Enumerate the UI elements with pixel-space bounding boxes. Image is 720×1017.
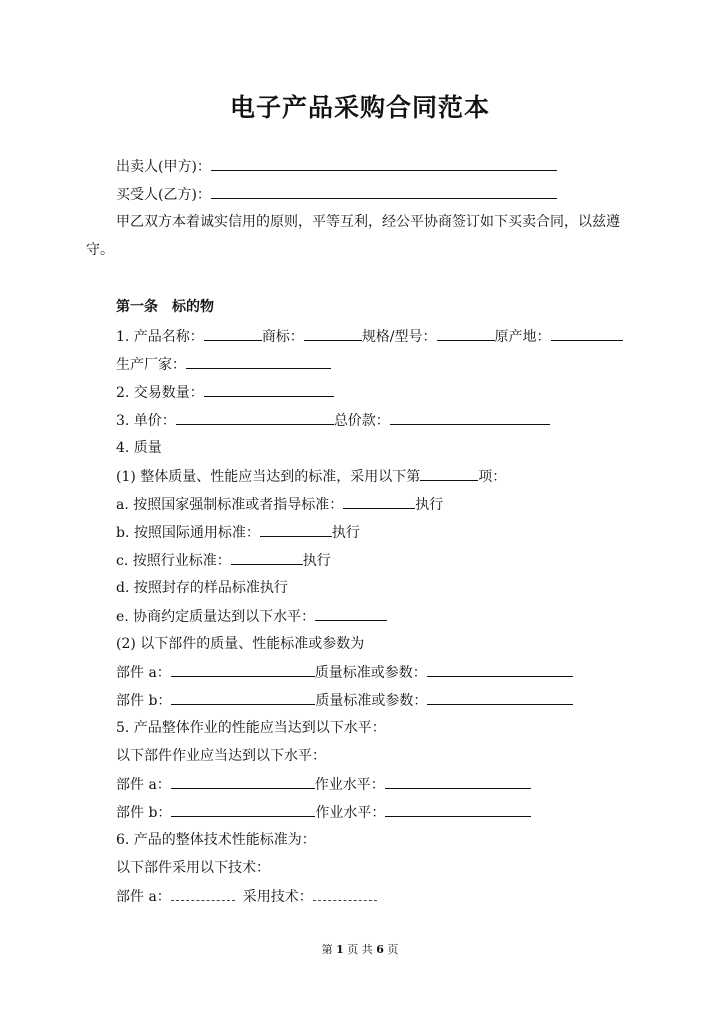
qc-blank[interactable] xyxy=(231,550,303,565)
qe-blank[interactable] xyxy=(315,606,387,621)
document-title: 电子产品采购合同范本 xyxy=(229,93,490,122)
section-heading: 第一条 标的物 xyxy=(116,299,214,315)
item2-line xyxy=(116,382,334,403)
item4-line: 4. 质量 xyxy=(116,440,162,456)
brand-label: 商标： xyxy=(261,329,304,345)
current-page: 1 xyxy=(336,943,344,956)
part-a-blank[interactable] xyxy=(171,886,235,901)
part-b-quality-blank[interactable] xyxy=(427,690,573,705)
q1-blank[interactable] xyxy=(420,466,478,481)
part-a-label: 部件 a： xyxy=(116,777,171,793)
buyer-line xyxy=(116,184,557,205)
item3-line xyxy=(116,410,550,431)
buyer-blank[interactable] xyxy=(211,184,557,199)
q1-suffix: 项： xyxy=(478,469,507,485)
qc-suffix: 执行 xyxy=(302,553,331,569)
part-a-quality-label: 质量标准或参数： xyxy=(314,665,427,681)
qb-suffix: 执行 xyxy=(331,525,360,541)
brand-blank[interactable] xyxy=(304,326,362,341)
part-b-level-line xyxy=(116,802,531,823)
item6-sub-line: 以下部件采用以下技术： xyxy=(116,860,270,876)
part-a-blank[interactable] xyxy=(171,774,315,789)
qb-line xyxy=(116,522,360,543)
part-a-level-blank[interactable] xyxy=(385,774,531,789)
buyer-label: 买受人(乙方)： xyxy=(116,187,211,203)
footer-text: 页 xyxy=(387,943,399,956)
part-b-quality-line xyxy=(116,690,573,711)
part-a-level-line xyxy=(116,774,531,795)
seller-line xyxy=(116,156,557,177)
qb-label: b. 按照国际通用标准： xyxy=(116,525,260,541)
qa-line xyxy=(116,494,443,515)
qc-label: c. 按照行业标准： xyxy=(116,553,231,569)
q1-label: (1) 整体质量、性能应当达到的标准，采用以下第 xyxy=(116,469,421,485)
item6-line: 6. 产品的整体技术性能标准为： xyxy=(116,832,316,848)
part-b-blank[interactable] xyxy=(171,802,315,817)
q2-line: (2) 以下部件的质量、性能标准或参数为 xyxy=(116,636,365,652)
manufacturer-blank[interactable] xyxy=(186,354,331,369)
product-name-label: 1. 产品名称： xyxy=(116,329,204,345)
qa-suffix: 执行 xyxy=(415,497,444,513)
manufacturer-label: 生产厂家： xyxy=(116,357,186,373)
qd-line: d. 按照封存的样品标准执行 xyxy=(116,580,288,596)
part-a-tech-label: 采用技术： xyxy=(242,889,313,905)
part-b-blank[interactable] xyxy=(171,690,315,705)
seller-blank[interactable] xyxy=(211,156,557,171)
q1-line xyxy=(116,466,506,487)
page-footer xyxy=(0,941,720,957)
part-a-quality-blank[interactable] xyxy=(427,662,573,677)
item1-line xyxy=(116,326,623,347)
part-b-label: 部件 b： xyxy=(116,805,172,821)
model-label: 规格/型号： xyxy=(361,329,437,345)
intro-paragraph: 甲乙双方本着诚实信用的原则，平等互利，经公平协商签订如下买卖合同，以兹遵守。 xyxy=(86,214,620,258)
quantity-label: 2. 交易数量： xyxy=(116,385,204,401)
part-b-label: 部件 b： xyxy=(116,693,172,709)
part-b-level-label: 作业水平： xyxy=(315,805,386,821)
part-a-tech-blank[interactable] xyxy=(313,886,377,901)
manufacturer-line xyxy=(116,354,331,375)
footer-text: 页 共 xyxy=(347,943,373,956)
part-a-label: 部件 a： xyxy=(116,665,171,681)
total-pages: 6 xyxy=(376,943,384,956)
origin-blank[interactable] xyxy=(551,326,623,341)
qb-blank[interactable] xyxy=(260,522,332,537)
part-a-label: 部件 a： xyxy=(116,889,171,905)
qa-label: a. 按照国家强制标准或者指导标准： xyxy=(116,497,344,513)
part-a-blank[interactable] xyxy=(171,662,315,677)
unit-price-blank[interactable] xyxy=(176,410,334,425)
qe-line xyxy=(116,606,387,627)
model-blank[interactable] xyxy=(437,326,495,341)
part-b-quality-label: 质量标准或参数： xyxy=(315,693,428,709)
qe-label: e. 协商约定质量达到以下水平： xyxy=(116,609,316,625)
unit-price-label: 3. 单价： xyxy=(116,413,176,429)
quantity-blank[interactable] xyxy=(204,382,334,397)
qc-line xyxy=(116,550,331,571)
seller-label: 出卖人(甲方)： xyxy=(116,159,211,175)
item5-sub-line: 以下部件作业应当达到以下水平： xyxy=(116,748,326,764)
part-a-level-label: 作业水平： xyxy=(314,777,385,793)
footer-text: 第 xyxy=(321,943,333,956)
qa-blank[interactable] xyxy=(343,494,415,509)
total-price-label: 总价款： xyxy=(333,413,390,429)
origin-label: 原产地： xyxy=(494,329,551,345)
part-a-quality-line xyxy=(116,662,573,683)
item5-line: 5. 产品整体作业的性能应当达到以下水平： xyxy=(116,720,386,736)
product-name-blank[interactable] xyxy=(204,326,262,341)
part-b-level-blank[interactable] xyxy=(385,802,531,817)
part-a-tech-line xyxy=(116,886,377,907)
total-price-blank[interactable] xyxy=(390,410,550,425)
